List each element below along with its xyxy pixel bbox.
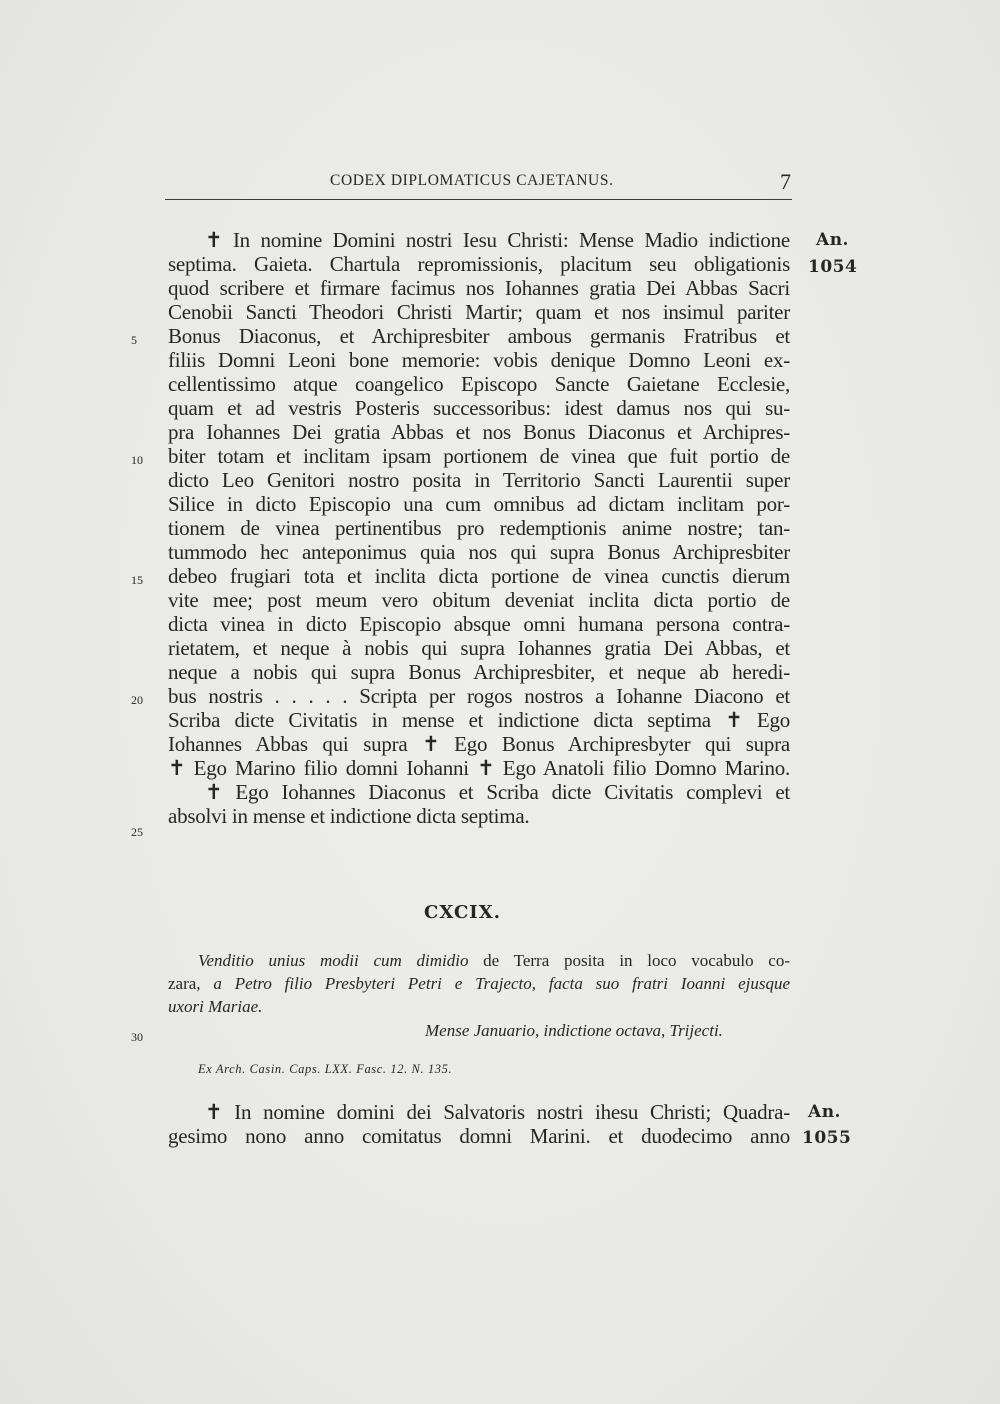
text-line: neque a nobis qui supra Bonus Archipresbiter, et neque ab heredi-	[168, 660, 790, 684]
line-number: 10	[131, 453, 143, 467]
text-line: ✝ Ego Iohannes Diaconus et Scriba dicte Civitatis complevi et	[205, 780, 790, 804]
text-line: ✝ In nomine domini dei Salvatoris nostri ihesu Christi; Quadra-	[205, 1100, 790, 1124]
date-line: Mense Januario, indictione octava, Trijecti.	[425, 1021, 723, 1040]
summary-italic: Venditio unius modii cum dimidio	[198, 951, 469, 970]
text-line: tionem de vinea pertinentibus pro redemptionis anime nostre; tan-	[168, 516, 790, 540]
line-number: 15	[131, 573, 143, 587]
text-line: dicta vinea in dicto Episcopio absque omni humana persona contra-	[168, 612, 790, 636]
document-number: CXCIX.	[424, 902, 501, 923]
text-line: ✝ In nomine Domini nostri Iesu Christi: Mense Madio indictione	[205, 228, 790, 252]
header-rule	[165, 199, 792, 200]
text-line: filiis Domni Leoni bone memorie: vobis denique Domno Leoni ex-	[168, 348, 790, 372]
running-head: CODEX DIPLOMATICUS CAJETANUS.	[330, 172, 614, 189]
text-line: gesimo nono anno comitatus domni Marini. et duodecimo anno	[168, 1124, 790, 1148]
summary-italic: a Petro filio Presbyteri Petri e Trajecto, facta suo fratri Ioanni ejusque	[213, 974, 790, 993]
text-line: pra Iohannes Dei gratia Abbas et nos Bonus Diaconus et Archipres-	[168, 420, 790, 444]
line-number: 25	[131, 825, 143, 839]
summary-roman: zara,	[168, 974, 214, 993]
text-line: biter totam et inclitam ipsam portionem de vinea que fuit portio de	[168, 444, 790, 468]
margin-year-label: An.	[808, 1102, 841, 1122]
text-line: septima. Gaieta. Chartula repromissionis, placitum seu obligationis	[168, 252, 790, 276]
line-number: 30	[131, 1030, 143, 1044]
page-number: 7	[780, 169, 791, 194]
summary-line	[168, 996, 790, 1018]
line-number: 20	[131, 693, 143, 707]
text-line: absolvi in mense et indictione dicta septima.	[168, 804, 530, 828]
text-line: Scriba dicte Civitatis in mense et indictione dicta septima ✝ Ego	[168, 708, 790, 732]
text-line: ✝ Ego Marino filio domni Iohanni ✝ Ego Anatoli filio Domno Marino.	[168, 756, 790, 780]
text-line: quod scribere et firmare facimus nos Iohannes gratia Dei Abbas Sacri	[168, 276, 790, 300]
margin-year: 1054	[808, 257, 858, 277]
text-line: cellentissimo atque coangelico Episcopo Sancte Gaietane Ecclesie,	[168, 372, 790, 396]
text-line: bus nostris . . . . . Scripta per rogos nostros a Iohanne Diacono et	[168, 684, 790, 708]
summary-italic: uxori Mariae.	[168, 997, 263, 1016]
line-number: 5	[131, 333, 137, 347]
margin-year-label: An.	[816, 230, 849, 250]
text-line: quam et ad vestris Posteris successoribus: idest damus nos qui su-	[168, 396, 790, 420]
text-line: vite mee; post meum vero obitum deveniat inclita dicta portio de	[168, 588, 790, 612]
archive-source: Ex Arch. Casin. Caps. LXX. Fasc. 12. N. 135.	[198, 1062, 453, 1076]
summary-line	[168, 973, 790, 995]
text-line: Silice in dicto Episcopio una cum omnibus ad dictam inclitam por-	[168, 492, 790, 516]
text-line: tummodo hec anteponimus quia nos qui supra Bonus Archipresbiter	[168, 540, 790, 564]
text-line: Bonus Diaconus, et Archipresbiter ambous germanis Fratribus et	[168, 324, 790, 348]
summary-roman: de Terra posita in loco vocabulo co-	[468, 951, 791, 970]
text-line: Cenobii Sancti Theodori Christi Martir; quam et nos insimul pariter	[168, 300, 790, 324]
summary-line	[198, 950, 790, 972]
margin-year: 1055	[802, 1128, 852, 1148]
text-line: debeo frugiari tota et inclita dicta portione de vinea cunctis dierum	[168, 564, 790, 588]
text-line: dicto Leo Genitori nostro posita in Territorio Sancti Laurentii super	[168, 468, 790, 492]
text-line: Iohannes Abbas qui supra ✝ Ego Bonus Archipresbyter qui supra	[168, 732, 790, 756]
text-line: rietatem, et neque à nobis qui supra Iohannes gratia Dei Abbas, et	[168, 636, 790, 660]
